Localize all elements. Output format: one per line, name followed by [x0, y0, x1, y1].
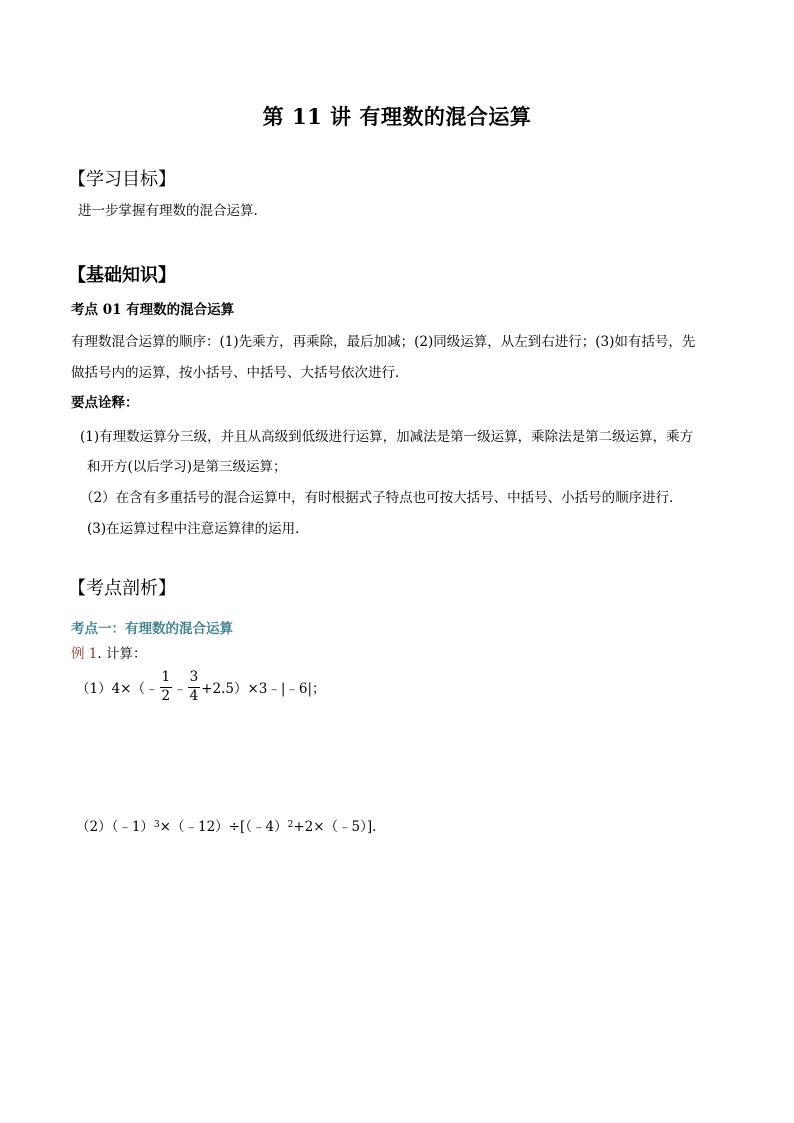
section-heading-goals: 【学习目标】	[68, 169, 176, 190]
note3: (3)在运算过程中注意运算律的运用．	[87, 521, 309, 537]
example-text: . 计算：	[97, 646, 147, 662]
goals-text: 进一步掌握有理数的混合运算.	[78, 203, 258, 219]
problem2-part-c: +2×（﹣5）].	[293, 819, 377, 835]
problem-1	[76, 671, 326, 703]
problem2-exp-b: 2	[287, 820, 294, 830]
problem2-part-b: ×（﹣12）÷[（﹣4）	[159, 819, 288, 835]
note1-line2: 和开方(以后学习)是第三级运算；	[87, 459, 287, 475]
problem2-exp-a: 3	[153, 820, 160, 830]
fraction-2	[188, 671, 201, 703]
example-label: 例 1	[71, 646, 98, 662]
page-title: 第 11 讲 有理数的混合运算	[262, 104, 532, 129]
section-heading-basics: 【基础知识】	[68, 265, 176, 286]
problem1-minus: ﹣	[173, 681, 187, 697]
problem-2	[76, 815, 376, 835]
order-text-line1: 有理数混合运算的顺序：(1)先乘方，再乘除，最后加减；(2)同级运算，从左到右进行；(3)如有括号，先	[71, 334, 696, 350]
note2: （2）在含有多重括号的混合运算中，有时根据式子特点也可按大括号、中括号、小括号的顺序进行．	[80, 490, 683, 506]
fraction-2-denominator: 4	[189, 687, 199, 704]
fraction-1	[160, 671, 173, 703]
order-text-line2: 做括号内的运算，按小括号、中括号、大括号依次进行．	[71, 365, 409, 381]
fraction-1-denominator: 2	[161, 687, 171, 704]
fraction-1-numerator: 1	[160, 671, 173, 688]
point-title-analysis: 考点一：有理数的混合运算	[71, 621, 233, 637]
example-1	[71, 648, 146, 662]
notes-title: 要点诠释：	[71, 395, 139, 411]
note1-line1: (1)有理数运算分三级，并且从高级到低级进行运算，加减法是第一级运算，乘除法是第二级运算，乘方	[80, 429, 694, 445]
problem1-suffix: +2.5）×3﹣|﹣6|；	[201, 681, 326, 697]
fraction-2-numerator: 3	[188, 671, 201, 688]
point-title-01: 考点 01 有理数的混合运算	[71, 302, 235, 318]
section-heading-analysis: 【考点剖析】	[68, 578, 176, 599]
problem2-part-a: （2）（﹣1）	[76, 819, 154, 835]
problem1-prefix: （1）4×（﹣	[76, 681, 159, 697]
